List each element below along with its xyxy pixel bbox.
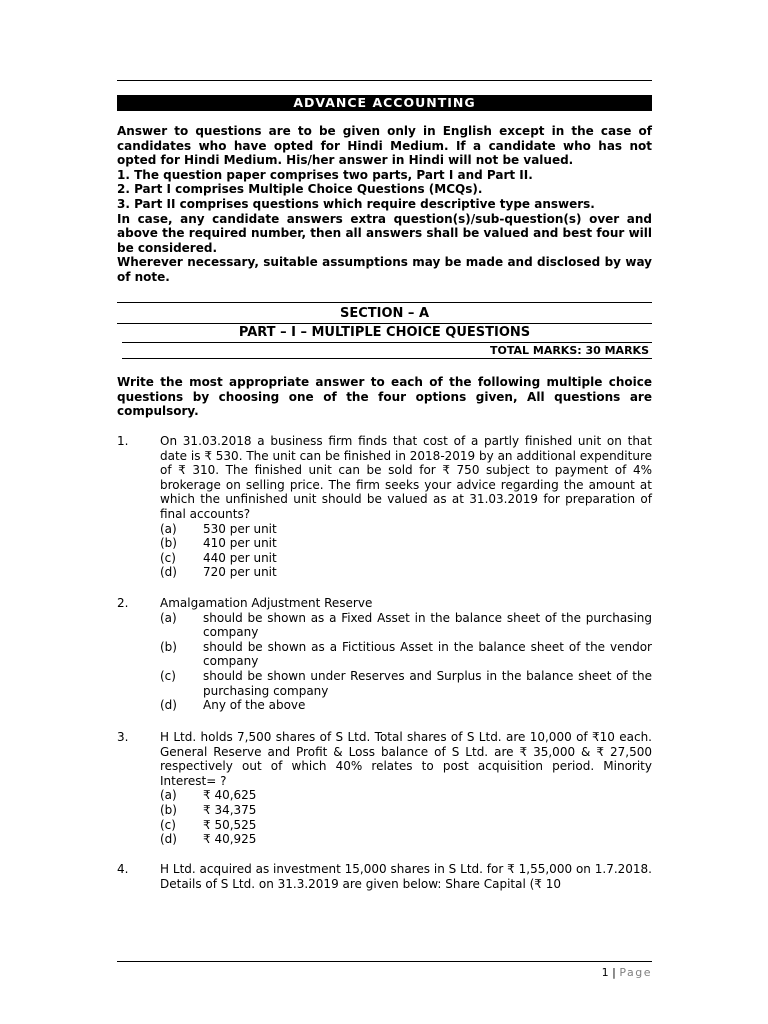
question-stem: H Ltd. acquired as investment 15,000 shares in S Ltd. for ₹ 1,55,000 on 1.7.2018. Details of S Ltd. on 31.3.2019 are given below: Share Capital (₹ 10 <box>160 862 652 891</box>
option-label: (b) <box>160 802 177 817</box>
option-text: 410 per unit <box>203 536 277 551</box>
option-label: (b) <box>160 536 177 551</box>
question-stem: H Ltd. holds 7,500 shares of S Ltd. Total shares of S Ltd. are 10,000 of ₹10 each. General Reserve and Profit & Loss balance of S Ltd. are ₹ 35,000 & ₹ 27,500 respectively out of which 40% relates to post acquisition period. Minority Interest= ? <box>160 730 652 788</box>
section-heading: SECTION – A <box>339 306 430 321</box>
section-rule-mid <box>117 323 652 324</box>
option <box>160 803 652 818</box>
instruction-para: Wherever necessary, suitable assumptions may be made and disclosed by way of note. <box>117 255 652 284</box>
instruction-para: 1. The question paper comprises two parts, Part I and Part II. <box>117 167 533 182</box>
page-number: 1 <box>601 966 609 979</box>
option-label: (b) <box>160 639 177 654</box>
section-rule-top <box>117 302 652 303</box>
option-text: ₹ 40,925 <box>203 832 257 847</box>
header-rule <box>117 80 652 81</box>
question-number: 4. <box>117 862 129 876</box>
page-label: Page <box>619 966 652 979</box>
option-text: 530 per unit <box>203 521 277 536</box>
question-stem: Amalgamation Adjustment Reserve <box>160 596 373 610</box>
option <box>160 551 652 566</box>
option <box>160 832 652 847</box>
option-text: ₹ 50,525 <box>203 817 257 832</box>
option-text: 440 per unit <box>203 550 277 565</box>
option-text: should be shown as a Fictitious Asset in the balance sheet of the vendor company <box>203 639 652 669</box>
option-text: should be shown as a Fixed Asset in the balance sheet of the purchasing company <box>203 610 652 640</box>
option <box>160 565 652 580</box>
instruction-para: 3. Part II comprises questions which require descriptive type answers. <box>117 196 595 211</box>
page-footer <box>117 966 652 979</box>
option-label: (d) <box>160 698 177 713</box>
question-1 <box>117 434 652 580</box>
instruction-para: Answer to questions are to be given only in English except in the case of candidates who have opted for Hindi Medium. If a candidate who has not opted for Hindi Medium. His/her answer in Hindi will not be valued. <box>117 124 652 168</box>
option <box>160 640 652 669</box>
option <box>160 669 652 698</box>
option-label: (c) <box>160 817 176 832</box>
option-text: ₹ 34,375 <box>203 802 257 817</box>
option <box>160 788 652 803</box>
option-text: 720 per unit <box>203 565 277 580</box>
instruction-para: In case, any candidate answers extra question(s)/sub-question(s) over and above the required number, then all answers shall be valued and best four will be considered. <box>117 211 652 255</box>
page-separator: | <box>612 966 616 979</box>
option <box>160 698 652 713</box>
question-number: 3. <box>117 730 129 744</box>
option <box>160 522 652 537</box>
option-label: (d) <box>160 832 177 847</box>
section-rule-bottom <box>122 358 652 359</box>
footer-rule <box>117 961 652 962</box>
option-text: should be shown under Reserves and Surplus in the balance sheet of the purchasing company <box>203 668 652 698</box>
option-label: (a) <box>160 788 177 803</box>
part-heading: PART – I – MULTIPLE CHOICE QUESTIONS <box>238 325 531 340</box>
total-marks: TOTAL MARKS: 30 MARKS <box>490 344 649 357</box>
option-label: (d) <box>160 565 177 580</box>
option-label: (a) <box>160 521 177 536</box>
option-label: (c) <box>160 668 176 683</box>
option <box>160 818 652 833</box>
instruction-para: 2. Part I comprises Multiple Choice Questions (MCQs). <box>117 182 483 197</box>
question-number: 1. <box>117 434 129 448</box>
option-label: (a) <box>160 610 177 625</box>
question-number: 2. <box>117 596 129 610</box>
question-2 <box>117 596 652 713</box>
question-stem: On 31.03.2018 a business firm finds that cost of a partly finished unit on that date is ₹ 530. The unit can be finished in 2018-2019 by an additional expenditure of ₹ 310. The finished unit can be sold for ₹ 750 subject to payment of 4% brokerage on selling price. The firm seeks your advice regarding the amount at which the unfinished unit should be valued as at 31.03.2019 for preparation of final accounts? <box>160 434 652 521</box>
question-4 <box>117 862 652 891</box>
instructions-block <box>117 124 652 285</box>
option-text: ₹ 40,625 <box>203 788 257 803</box>
option <box>160 611 652 640</box>
question-3 <box>117 730 652 847</box>
option-text: Any of the above <box>203 698 306 713</box>
section-rule-lower <box>122 342 652 343</box>
mcq-instructions: Write the most appropriate answer to each of the following multiple choice questions by choosing one of the four options given, All questions are compulsory. <box>117 375 652 419</box>
option-label: (c) <box>160 550 176 565</box>
paper-title: ADVANCE ACCOUNTING <box>117 95 652 111</box>
option <box>160 536 652 551</box>
